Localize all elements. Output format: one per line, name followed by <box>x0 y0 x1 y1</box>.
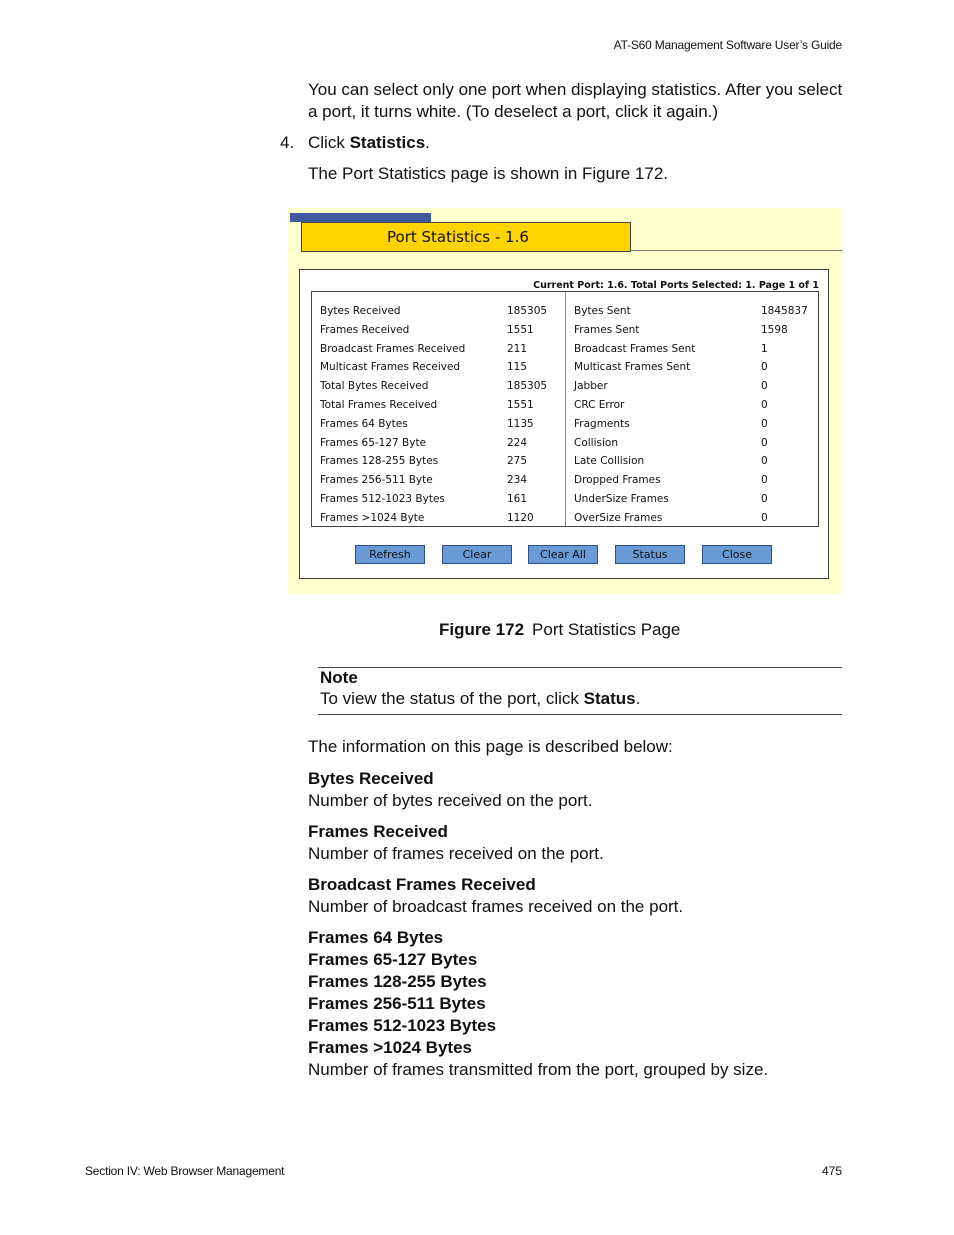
stat-row <box>320 377 547 396</box>
stat-label: Frames Received <box>320 323 410 336</box>
stat-label: Bytes Sent <box>574 305 631 317</box>
definition-term: Frames Received <box>308 822 448 841</box>
figure-reference-paragraph: The Port Statistics page is shown in Figure 172. <box>308 164 669 183</box>
stat-label: Frames 128-255 Bytes <box>320 455 439 468</box>
stat-value: 0 <box>761 492 768 505</box>
stat-label: Frames Sent <box>574 323 640 336</box>
stat-row <box>320 471 547 490</box>
stat-label: Late Collision <box>574 455 645 468</box>
title-bar-strip <box>290 213 431 222</box>
stat-row <box>320 452 547 471</box>
note-top-rule <box>318 667 842 668</box>
definition-term: Frames 65-127 Bytes <box>308 950 478 969</box>
port-statistics-figure <box>288 208 842 594</box>
stat-row <box>574 396 808 415</box>
stat-label: Broadcast Frames Sent <box>574 342 696 355</box>
stat-value: 0 <box>761 511 768 524</box>
stat-row <box>320 415 547 434</box>
stat-label: Jabber <box>574 380 608 393</box>
step-bold-term: Statistics <box>349 133 426 152</box>
clear-all-button[interactable]: Clear All <box>528 545 598 564</box>
stat-row <box>320 321 547 340</box>
stat-value: 0 <box>761 398 768 411</box>
step-suffix: . <box>425 133 430 152</box>
definition-term: Frames 128-255 Bytes <box>308 972 487 991</box>
stat-value: 224 <box>507 436 528 449</box>
statistics-panel <box>299 269 829 579</box>
close-button[interactable]: Close <box>702 545 772 564</box>
stat-label: Total Bytes Received <box>320 380 429 393</box>
definition-term: Frames 256-511 Bytes <box>308 994 486 1013</box>
stat-label: OverSize Frames <box>574 511 663 524</box>
stat-value: 185305 <box>507 305 548 317</box>
stat-value: 0 <box>761 455 768 468</box>
definition-frame-sizes <box>308 927 768 1081</box>
stat-row <box>320 509 547 528</box>
step-4 <box>280 132 430 154</box>
stat-row <box>574 340 808 359</box>
definition-bytes-received <box>308 768 592 812</box>
stat-label: Frames 65-127 Byte <box>320 436 427 449</box>
stat-value: 1 <box>761 342 768 355</box>
statistics-table <box>311 291 819 527</box>
stat-value: 0 <box>761 380 768 393</box>
column-divider <box>565 292 566 526</box>
stat-row <box>574 471 808 490</box>
intro-paragraph: You can select only one port when displaying statistics. After you select a port, it turns white. (To deselect a port, click it again.) <box>308 80 843 121</box>
tab-port-statistics[interactable]: Port Statistics - 1.6 <box>301 222 631 252</box>
stat-row <box>320 396 547 415</box>
definition-text: Number of frames transmitted from the port, grouped by size. <box>308 1060 769 1079</box>
stat-label: Fragments <box>574 417 630 430</box>
stat-row <box>320 340 547 359</box>
stat-row <box>574 509 808 528</box>
note-bottom-rule <box>318 714 842 715</box>
stat-row <box>574 434 808 453</box>
definition-term: Frames 64 Bytes <box>308 928 444 947</box>
figure-title: Port Statistics Page <box>532 620 681 639</box>
note-text <box>320 689 640 709</box>
step-number: 4. <box>280 133 295 152</box>
note-prefix: To view the status of the port, click <box>320 689 584 708</box>
stat-label: Broadcast Frames Received <box>320 342 466 355</box>
stat-label: Frames 64 Bytes <box>320 417 408 430</box>
definition-broadcast-frames-received <box>308 874 683 918</box>
stat-value: 115 <box>507 361 528 374</box>
note-bold-term: Status <box>583 689 636 708</box>
stat-row <box>574 452 808 471</box>
stat-value: 0 <box>761 361 768 374</box>
stat-value: 1551 <box>507 323 534 336</box>
stat-label: Frames 256-511 Byte <box>320 474 433 487</box>
stat-row <box>320 434 547 453</box>
current-port-info: Current Port: 1.6. Total Ports Selected: 1. Page 1 of 1 <box>533 280 819 291</box>
stat-value: 211 <box>507 342 528 355</box>
stat-label: Bytes Received <box>320 305 401 317</box>
stat-row <box>574 377 808 396</box>
stat-label: Dropped Frames <box>574 474 661 487</box>
stat-row <box>574 321 808 340</box>
definition-text: Number of frames received on the port. <box>308 844 604 863</box>
stat-label: Multicast Frames Received <box>320 361 461 374</box>
page-number: 475 <box>821 1164 842 1178</box>
received-stats-column <box>320 302 547 528</box>
definition-frames-received <box>308 821 604 865</box>
description-intro: The information on this page is described below: <box>308 737 673 756</box>
sent-stats-column <box>574 302 808 528</box>
definition-text: Number of bytes received on the port. <box>308 791 593 810</box>
stat-row <box>574 490 808 509</box>
definition-term: Frames 512-1023 Bytes <box>308 1016 497 1035</box>
stat-label: Total Frames Received <box>320 398 438 411</box>
stat-value: 0 <box>761 417 768 430</box>
tab-underline <box>630 250 842 251</box>
stat-row <box>574 358 808 377</box>
stat-label: Multicast Frames Sent <box>574 361 691 374</box>
stat-value: 0 <box>761 436 768 449</box>
running-header: AT-S60 Management Software User’s Guide <box>613 38 842 52</box>
stat-label: UnderSize Frames <box>574 492 669 505</box>
clear-button[interactable]: Clear <box>442 545 512 564</box>
stat-label: Frames >1024 Byte <box>320 511 425 524</box>
stat-value: 185305 <box>507 380 548 393</box>
stat-label: Collision <box>574 436 618 449</box>
stat-value: 1845837 <box>761 305 808 317</box>
note-suffix: . <box>635 689 641 708</box>
stat-row <box>320 490 547 509</box>
step-prefix: Click <box>308 133 350 152</box>
stat-value: 1120 <box>507 511 534 524</box>
definition-term: Bytes Received <box>308 769 434 788</box>
figure-caption <box>439 620 680 640</box>
refresh-button[interactable]: Refresh <box>355 545 425 564</box>
stat-value: 1598 <box>761 323 788 336</box>
stat-row <box>320 302 547 321</box>
stat-value: 1551 <box>507 398 534 411</box>
stat-value: 161 <box>507 492 528 505</box>
stat-row <box>574 302 808 321</box>
status-button[interactable]: Status <box>615 545 685 564</box>
stat-value: 1135 <box>507 417 534 430</box>
stat-value: 234 <box>507 474 528 487</box>
stat-row <box>320 358 547 377</box>
definition-text: Number of broadcast frames received on the port. <box>308 897 684 916</box>
note-title: Note <box>320 668 358 687</box>
stat-label: Frames 512-1023 Bytes <box>320 492 445 505</box>
definition-term: Frames >1024 Bytes <box>308 1038 472 1057</box>
definition-term: Broadcast Frames Received <box>308 875 536 894</box>
stat-value: 275 <box>507 455 528 468</box>
stat-value: 0 <box>761 474 768 487</box>
footer-section: Section IV: Web Browser Management <box>85 1164 285 1178</box>
figure-number: Figure 172 <box>439 620 525 639</box>
stat-label: CRC Error <box>574 398 625 411</box>
stat-row <box>574 415 808 434</box>
